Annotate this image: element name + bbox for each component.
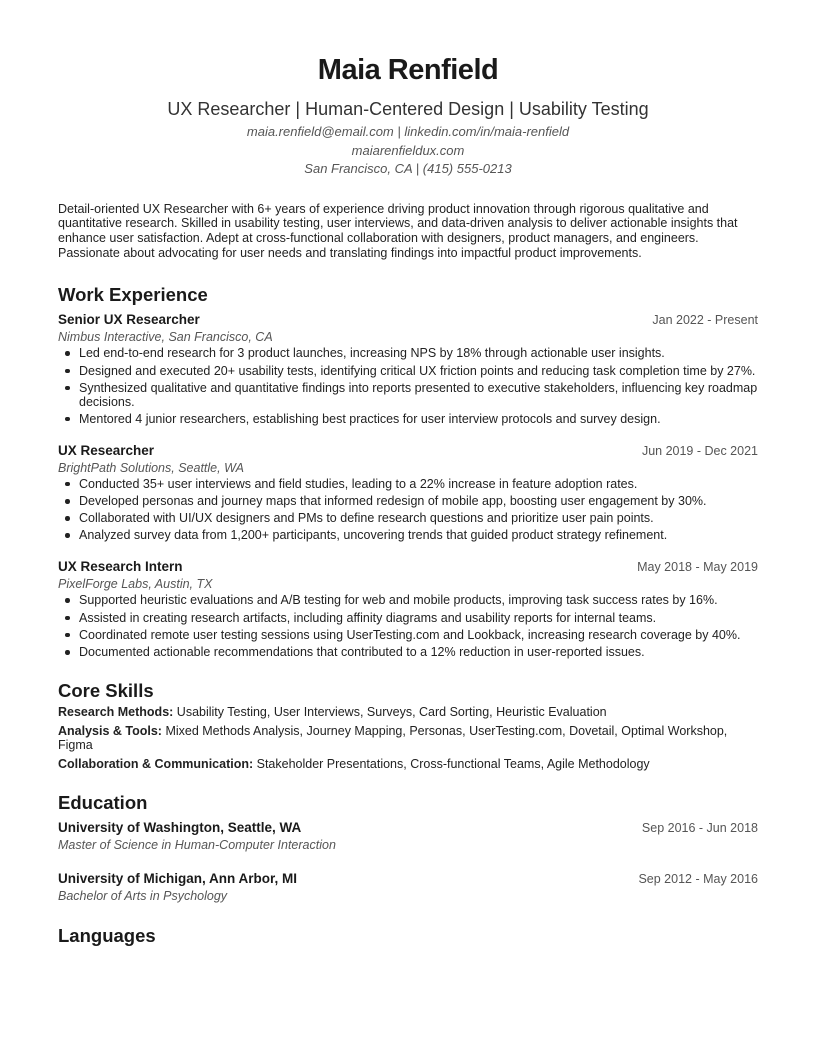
list-item: Coordinated remote user testing sessions using UserTesting.com and Lookback, increasing research coverage by 40%. xyxy=(79,628,758,642)
list-item: Supported heuristic evaluations and A/B testing for web and mobile products, improving task success rates by 16%. xyxy=(79,593,758,607)
skill-row xyxy=(58,724,758,753)
edu-degree: Bachelor of Arts in Psychology xyxy=(58,889,228,903)
skill-row xyxy=(58,757,758,772)
job-entry xyxy=(58,442,758,543)
contact-website: maiarenfieldux.com xyxy=(351,142,465,158)
skill-value: Mixed Methods Analysis, Journey Mapping, Personas, UserTesting.com, Dovetail, Optimal Workshop, Figma xyxy=(58,723,728,752)
job-entry xyxy=(58,558,758,659)
candidate-name: Maia Renfield xyxy=(317,54,499,86)
contact-email-linkedin: maia.renfield@email.com | linkedin.com/in/maia-renfield xyxy=(246,124,570,139)
section-title-skills: Core Skills xyxy=(58,680,154,701)
work-experience-section xyxy=(58,283,758,659)
job-bullets xyxy=(58,346,758,426)
education-entry xyxy=(58,870,758,904)
skill-value: Usability Testing, User Interviews, Surveys, Card Sorting, Heuristic Evaluation xyxy=(176,705,607,719)
list-item: Assisted in creating research artifacts, including affinity diagrams and usability reports for internal teams. xyxy=(79,611,758,625)
job-bullets xyxy=(58,593,758,659)
education-section xyxy=(58,791,758,904)
list-item: Collaborated with UI/UX designers and PMs to define research questions and prioritize user pain points. xyxy=(79,511,758,525)
list-item: Analyzed survey data from 1,200+ participants, uncovering trends that guided product strategy refinement. xyxy=(79,528,758,542)
edu-school: University of Washington, Seattle, WA xyxy=(58,820,302,835)
list-item: Conducted 35+ user interviews and field studies, leading to a 22% increase in feature adoption rates. xyxy=(79,477,758,491)
list-item: Synthesized qualitative and quantitative findings into reports presented to executive stakeholders, influencing key roadmap decisions. xyxy=(79,380,758,409)
section-title-education: Education xyxy=(58,792,148,813)
job-entry xyxy=(58,311,758,426)
summary: Detail-oriented UX Researcher with 6+ years of experience driving product innovation through rigorous qualitative and quantitative research. Skilled in usability testing, user interviews, and data-driven analysis to deliver actionable insights that enhance user satisfaction. Adept at cross-functional collaboration with designers, product managers, and engineers. Passionate about advocating for user needs and translating findings into impactful product improvements. xyxy=(58,201,738,260)
edu-degree: Master of Science in Human-Computer Interaction xyxy=(58,838,336,852)
contact-block xyxy=(58,125,758,177)
list-item: Documented actionable recommendations that contributed to a 12% reduction in user-reported issues. xyxy=(79,645,758,659)
job-company: PixelForge Labs, Austin, TX xyxy=(58,577,213,592)
job-dates: Jan 2022 - Present xyxy=(652,313,758,328)
headline: UX Researcher | Human-Centered Design | Usability Testing xyxy=(167,99,649,119)
edu-dates: Sep 2012 - May 2016 xyxy=(638,872,758,886)
job-company: BrightPath Solutions, Seattle, WA xyxy=(58,460,244,475)
job-title: UX Research Intern xyxy=(58,559,183,575)
job-bullets xyxy=(58,477,758,543)
job-dates: May 2018 - May 2019 xyxy=(637,560,758,575)
skill-label: Research Methods: xyxy=(58,705,174,719)
job-company: Nimbus Interactive, San Francisco, CA xyxy=(58,330,273,345)
list-item: Led end-to-end research for 3 product launches, increasing NPS by 18% through actionable user insights. xyxy=(79,346,758,360)
education-entry xyxy=(58,819,758,853)
contact-location-phone: San Francisco, CA | (415) 555-0213 xyxy=(304,161,512,176)
list-item: Mentored 4 junior researchers, establishing best practices for user interview protocols and survey design. xyxy=(79,412,758,426)
section-title-languages: Languages xyxy=(58,925,156,946)
job-title: UX Researcher xyxy=(58,442,155,458)
skill-row xyxy=(58,705,758,720)
skill-label: Collaboration & Communication: xyxy=(58,756,254,771)
job-title: Senior UX Researcher xyxy=(58,312,200,328)
edu-dates: Sep 2016 - Jun 2018 xyxy=(641,821,758,835)
core-skills-section xyxy=(58,679,758,771)
edu-school: University of Michigan, Ann Arbor, MI xyxy=(58,871,298,886)
skill-label: Analysis & Tools: xyxy=(58,723,162,738)
job-dates: Jun 2019 - Dec 2021 xyxy=(641,443,758,458)
section-title-work: Work Experience xyxy=(58,284,208,306)
list-item: Developed personas and journey maps that informed redesign of mobile app, boosting user engagement by 30%. xyxy=(79,494,758,508)
list-item: Designed and executed 20+ usability tests, identifying critical UX friction points and reducing task completion time by 27%. xyxy=(79,364,758,378)
languages-section xyxy=(58,924,758,948)
skill-value: Stakeholder Presentations, Cross-functional Teams, Agile Methodology xyxy=(256,756,650,771)
